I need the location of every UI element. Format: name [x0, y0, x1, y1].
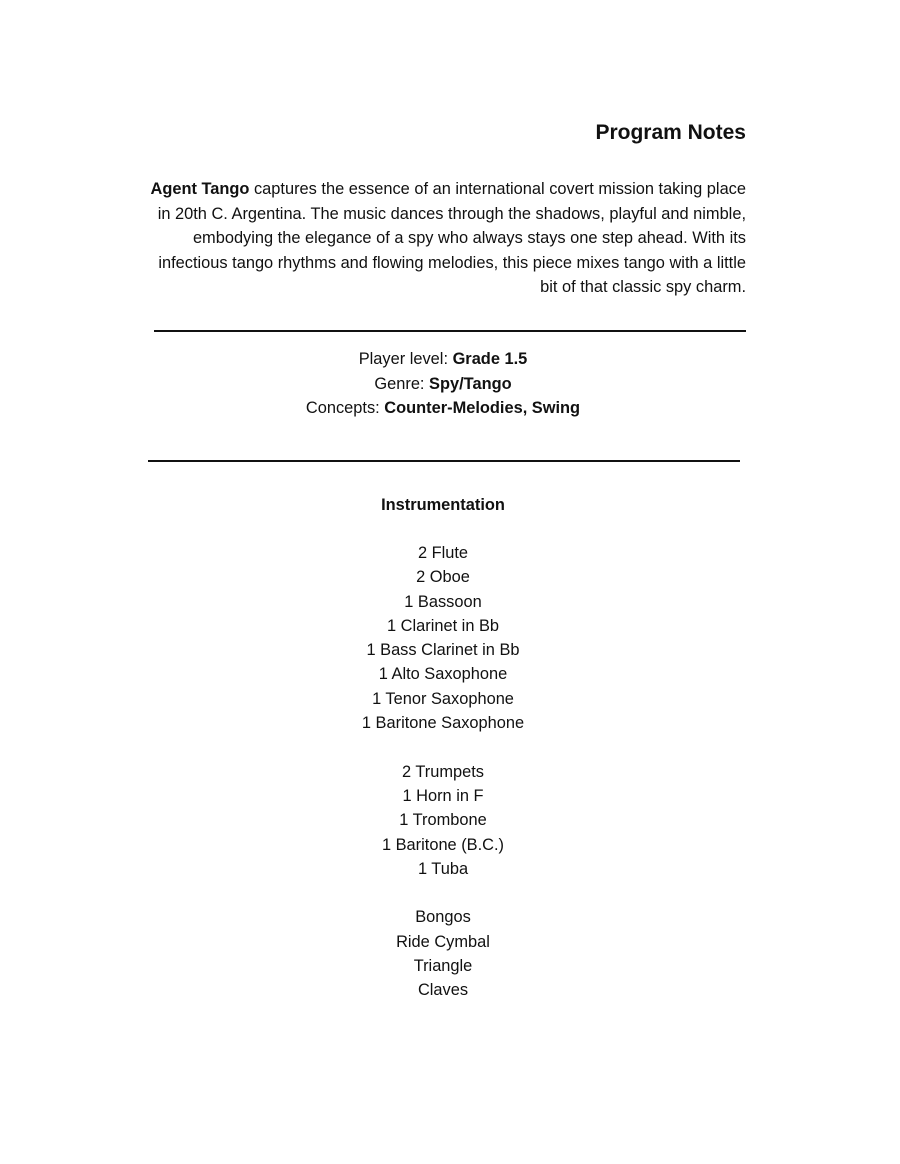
- program-notes-paragraph: [140, 177, 746, 300]
- piece-name: Agent Tango: [150, 180, 250, 198]
- genre-label: Genre:: [374, 374, 430, 393]
- concepts-row: [0, 396, 886, 421]
- instrument-item: 1 Trombone: [399, 811, 487, 830]
- piece-details: [0, 347, 886, 421]
- piece-description: captures the essence of an international covert mission taking place in 20th C. Argentina. The music dances through the shadows, playful and nimble, embodying the elegance of a spy who always stays one step ahead. With its infectious tango rhythms and flowing melodies, this piece mixes tango with a little bit of that classic spy charm.: [157, 180, 746, 296]
- instrument-item: Ride Cymbal: [396, 932, 490, 951]
- concepts-value: Counter-Melodies, Swing: [384, 399, 581, 417]
- instrument-item: 1 Bass Clarinet in Bb: [366, 641, 520, 660]
- instrument-item: Claves: [417, 981, 469, 1000]
- player-level-row: [0, 347, 886, 372]
- instrument-item: 2 Flute: [417, 544, 469, 562]
- instrument-item: 2 Trumpets: [402, 762, 484, 781]
- genre-value: Spy/Tango: [429, 374, 512, 393]
- instrument-item: 1 Alto Saxophone: [378, 665, 508, 684]
- divider-top: [154, 330, 746, 332]
- player-level-value: Grade 1.5: [452, 350, 528, 368]
- instrument-item: 1 Tenor Saxophone: [372, 689, 514, 708]
- player-level-label: Player level:: [358, 350, 453, 368]
- genre-row: [0, 372, 886, 397]
- instrumentation-heading: Instrumentation: [381, 496, 505, 514]
- instrument-item: 1 Baritone Saxophone: [361, 714, 525, 733]
- instrument-item: 1 Clarinet in Bb: [386, 616, 500, 635]
- concepts-label: Concepts:: [305, 399, 385, 417]
- instrument-item: 1 Baritone (B.C.): [381, 835, 505, 854]
- page-title: Program Notes: [595, 121, 746, 144]
- instrumentation-list: [0, 541, 886, 1003]
- divider-bottom: [148, 460, 740, 462]
- instrument-item: Triangle: [413, 957, 473, 976]
- instrument-item: Bongos: [415, 908, 471, 927]
- instrument-item: 2 Oboe: [416, 568, 470, 587]
- instrument-item: 1 Tuba: [417, 859, 469, 878]
- instrument-item: 1 Horn in F: [402, 786, 484, 805]
- instrument-item: 1 Bassoon: [404, 592, 482, 611]
